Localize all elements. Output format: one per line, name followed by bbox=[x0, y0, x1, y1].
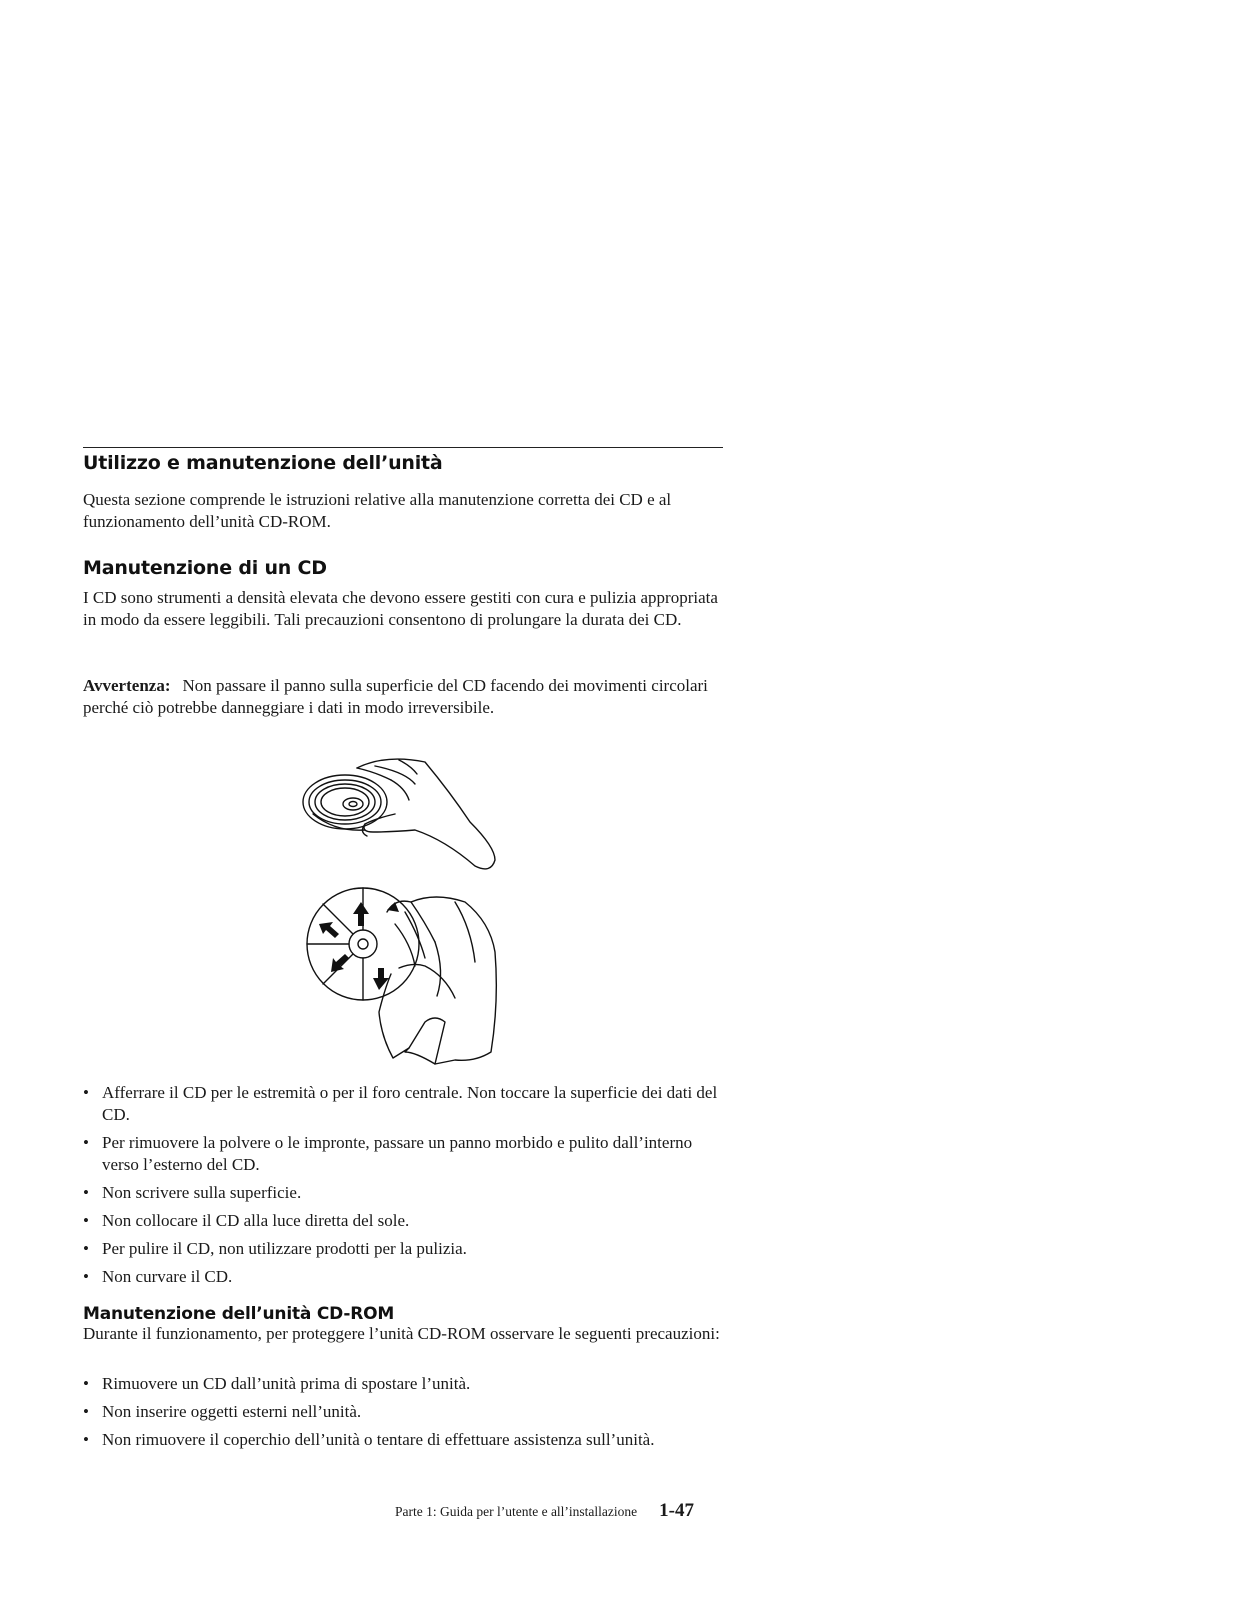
bullet-glyph: • bbox=[83, 1374, 89, 1393]
list-item: • Non curvare il CD. bbox=[83, 1267, 233, 1286]
bullet-glyph: • bbox=[83, 1083, 89, 1102]
bullet-glyph: • bbox=[83, 1402, 89, 1421]
intro-text: Questa sezione comprende le istruzioni relative alla manutenzione corretta dei CD e al funzionamento dell’unità CD-ROM. bbox=[83, 490, 672, 531]
page-number: 1-47 bbox=[659, 1500, 694, 1521]
warning-paragraph bbox=[83, 675, 723, 719]
list-item: • Per pulire il CD, non utilizzare prodotti per la pulizia. bbox=[83, 1239, 467, 1258]
warning-notice bbox=[83, 675, 723, 719]
bullet-glyph: • bbox=[83, 1430, 89, 1449]
cd-wipe-drawing bbox=[307, 888, 496, 1064]
cd-care-heading: Manutenzione di un CD bbox=[83, 557, 327, 579]
bullet-glyph: • bbox=[83, 1211, 89, 1230]
cd-edge-hold-drawing bbox=[303, 759, 495, 869]
list-item: • Rimuovere un CD dall’unità prima di spostare l’unità. bbox=[83, 1374, 471, 1393]
list-item: • Afferrare il CD per le estremità o per il foro centrale. Non toccare la superficie dei dati del CD. bbox=[83, 1083, 718, 1124]
drive-care-paragraph bbox=[83, 1323, 723, 1345]
list-item: • Non inserire oggetti esterni nell’unità. bbox=[83, 1402, 362, 1421]
drive-care-heading-block bbox=[83, 1304, 723, 1324]
list-item: • Non rimuovere il coperchio dell’unità o tentare di effettuare assistenza sull’unità. bbox=[83, 1430, 655, 1449]
drive-care-heading: Manutenzione dell’unità CD-ROM bbox=[83, 1304, 395, 1324]
bullet-glyph: • bbox=[83, 1239, 89, 1258]
warning-label: Avvertenza: bbox=[83, 676, 171, 695]
cd-care-heading-block bbox=[83, 557, 723, 579]
drive-care-text: Durante il funzionamento, per proteggere l’unità CD-ROM osservare le seguenti precauzioni: bbox=[83, 1324, 720, 1343]
intro-paragraph bbox=[83, 489, 723, 533]
cd-handling-illustration bbox=[295, 752, 505, 1070]
warning-text: Non passare il panno sulla superficie del CD facendo dei movimenti circolari perché ciò potrebbe danneggiare i dati in modo irreversibile. bbox=[83, 676, 708, 717]
list-item: • Non scrivere sulla superficie. bbox=[83, 1183, 302, 1202]
bullet-glyph: • bbox=[83, 1133, 89, 1152]
cd-care-text: I CD sono strumenti a densità elevata che devono essere gestiti con cura e pulizia appropriata in modo da essere leggibili. Tali precauzioni consentono di prolungare la durata dei CD. bbox=[83, 588, 718, 629]
footer-text: Parte 1: Guida per l’utente e all’installazione bbox=[395, 1504, 638, 1519]
bullet-glyph: • bbox=[83, 1183, 89, 1202]
section-title: Utilizzo e manutenzione dell’unità bbox=[83, 452, 443, 474]
list-item: • Non collocare il CD alla luce diretta del sole. bbox=[83, 1211, 410, 1230]
bullet-glyph: • bbox=[83, 1267, 89, 1286]
section-divider bbox=[83, 447, 723, 448]
list-item: • Per rimuovere la polvere o le impronte, passare un panno morbido e pulito dall’interno verso l’esterno del CD. bbox=[83, 1133, 693, 1174]
cd-care-bullet-list bbox=[83, 1082, 723, 1294]
page-footer bbox=[395, 1500, 740, 1522]
cd-care-paragraph bbox=[83, 587, 723, 631]
drive-care-bullet-list bbox=[83, 1373, 723, 1457]
